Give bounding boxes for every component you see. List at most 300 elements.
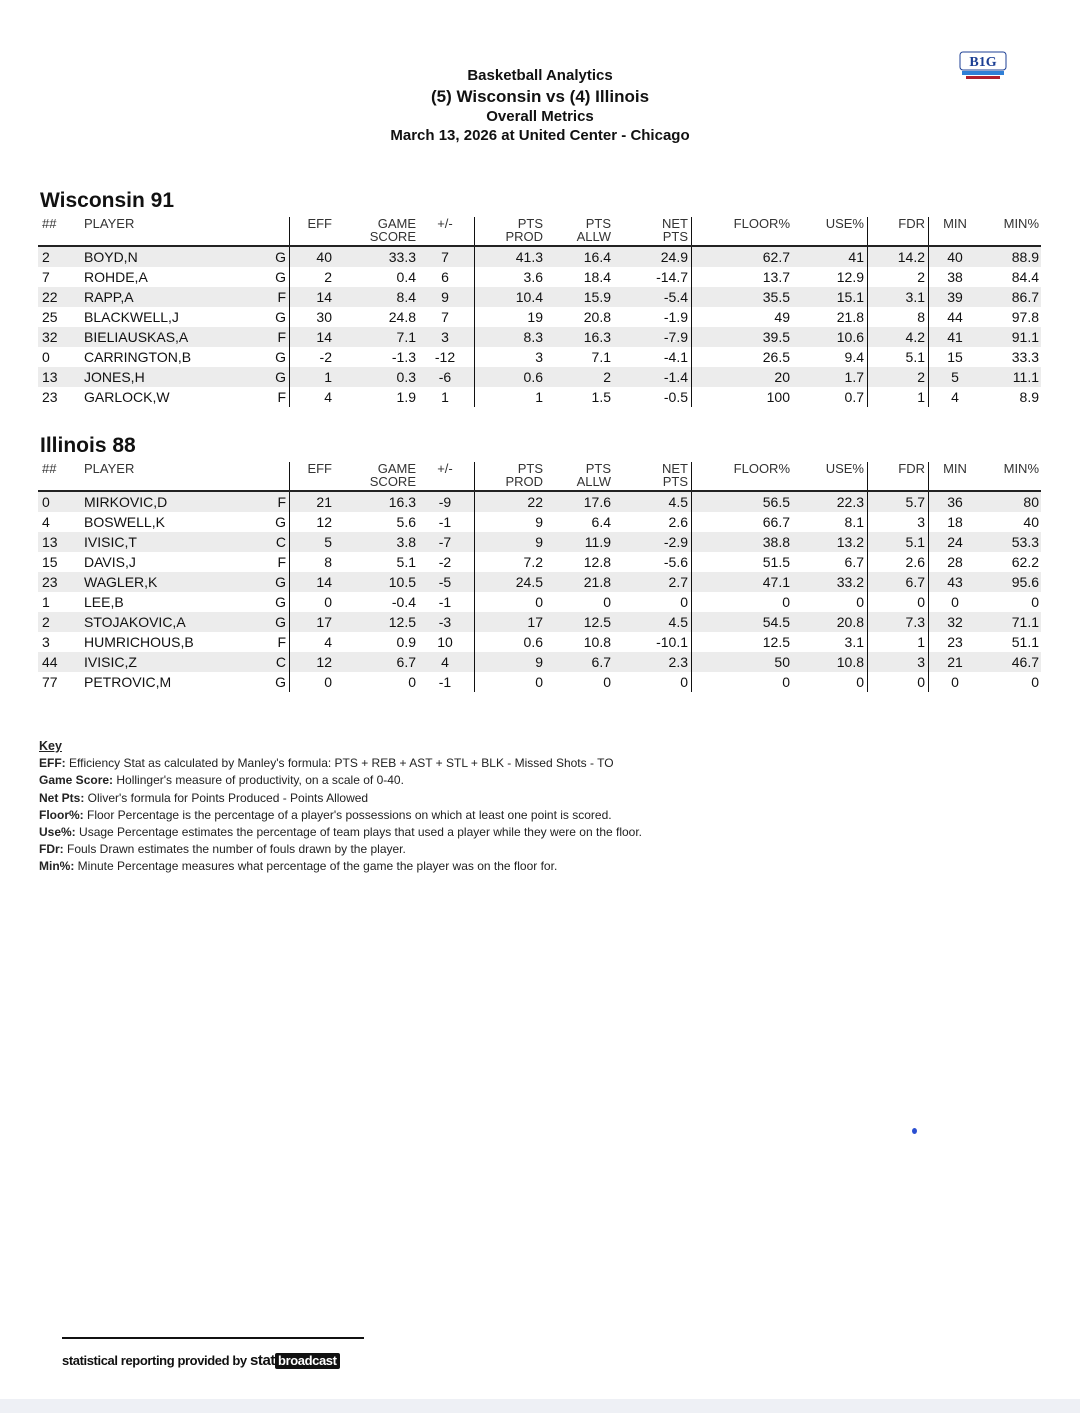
cell-eff: 17	[290, 612, 333, 632]
table-row	[38, 246, 1041, 267]
cell-number: 4	[42, 514, 50, 530]
cell-position: F	[277, 554, 286, 570]
col-net-pts: NET PTS	[611, 217, 692, 246]
cell-pts-prod: 17	[475, 612, 544, 632]
cell-position: G	[275, 674, 286, 690]
cell-position: G	[275, 309, 286, 325]
cell-eff: 14	[290, 572, 333, 592]
cell-plus-minus: -7	[416, 532, 475, 552]
table-row	[38, 532, 1041, 552]
cell-floor-pct: 39.5	[692, 327, 791, 347]
cell-min-pct: 33.3	[1011, 349, 1039, 365]
key-description: Fouls Drawn estimates the number of fouls drawn by the player.	[63, 842, 406, 857]
cell-plus-minus: -12	[416, 347, 475, 367]
cell-fdr: 1	[868, 632, 929, 652]
cell-net-pts: -5.4	[611, 287, 692, 307]
cell-position: G	[252, 246, 290, 267]
cell-floor-pct: 0	[782, 674, 790, 690]
cell-floor-pct: 26.5	[762, 349, 790, 365]
cell-floor-pct: 12.5	[762, 634, 790, 650]
cell-pts-prod: 3	[535, 349, 543, 365]
cell-plus-minus: -5	[416, 572, 475, 592]
cell-min-pct: 8.9	[1019, 389, 1039, 405]
key-description: Usage Percentage estimates the percentage of team plays that used a player while they were on the floor.	[75, 825, 643, 840]
cell-fdr: 0	[868, 592, 929, 612]
cell-number: 2	[38, 246, 84, 267]
cell-number: 13	[38, 367, 84, 387]
key-term: Min%:	[39, 859, 75, 874]
cell-fdr: 5.7	[868, 491, 929, 512]
cell-eff: 4	[290, 387, 333, 407]
cell-fdr: 14.2	[868, 246, 929, 267]
cell-plus-minus: -9	[416, 491, 475, 512]
cell-number: 22	[38, 287, 84, 307]
cell-plus-minus: -2	[416, 552, 475, 572]
col-floor-pct: FLOOR%	[733, 461, 790, 476]
key-term: FDr:	[39, 842, 64, 857]
cell-floor-pct: 0	[782, 594, 790, 610]
cell-use-pct: 20.8	[790, 612, 868, 632]
cell-use-pct: 10.8	[790, 652, 868, 672]
cell-game-score: 5.1	[396, 554, 416, 570]
key-description: Floor Percentage is the percentage of a player's possessions on which at least one point is scored.	[83, 807, 612, 822]
cell-pts-allw: 17.6	[543, 491, 611, 512]
col-min: MIN	[943, 216, 967, 231]
col-number: ##	[42, 461, 57, 476]
cell-min: 24	[929, 532, 982, 552]
cell-player: BLACKWELL,J	[84, 309, 179, 325]
cell-player: CARRINGTON,B	[84, 349, 192, 365]
cell-game-score: 3.8	[332, 532, 416, 552]
cell-pts-prod: 9	[475, 532, 544, 552]
cell-pts-allw: 16.4	[543, 246, 611, 267]
cell-fdr: 2.6	[868, 552, 929, 572]
cell-plus-minus: 1	[416, 387, 475, 407]
cell-fdr: 5.1	[868, 347, 929, 367]
cell-net-pts: -0.5	[611, 387, 692, 407]
cell-pts-prod: 8.3	[475, 327, 544, 347]
report-header	[0, 66, 1080, 146]
cell-pts-prod: 41.3	[475, 246, 544, 267]
cell-use-pct: 0	[790, 592, 868, 612]
cell-min: 0	[951, 674, 959, 690]
cell-min-pct: 88.9	[981, 246, 1041, 267]
conference-logo	[956, 44, 1010, 82]
cell-game-score: 12.5	[332, 612, 416, 632]
cell-pts-allw: 15.9	[543, 287, 611, 307]
cell-player: HUMRICHOUS,B	[84, 634, 194, 650]
cell-min-pct: 86.7	[981, 287, 1041, 307]
cell-use-pct: 41	[790, 246, 868, 267]
table-row	[38, 632, 1041, 652]
cell-plus-minus: 9	[416, 287, 475, 307]
cell-number: 23	[38, 572, 84, 592]
cell-plus-minus: -6	[416, 367, 475, 387]
cell-min: 23	[947, 634, 963, 650]
footer-credit	[62, 1352, 340, 1369]
cell-number: 7	[42, 269, 50, 285]
cell-eff: 14	[290, 287, 333, 307]
cell-use-pct: 0	[790, 672, 868, 692]
cell-pts-allw: 16.3	[543, 327, 611, 347]
cell-use-pct: 13.2	[790, 532, 868, 552]
cell-fdr: 3.1	[868, 287, 929, 307]
cell-floor-pct: 56.5	[692, 491, 791, 512]
cell-min: 18	[947, 514, 963, 530]
cell-net-pts: -2.9	[611, 532, 692, 552]
stray-mark	[912, 1128, 917, 1134]
illinois-player-rows	[38, 491, 1041, 692]
table-row	[38, 387, 1041, 407]
cell-number: 15	[42, 554, 58, 570]
table-row	[38, 367, 1041, 387]
cell-game-score: 10.5	[332, 572, 416, 592]
col-position	[252, 462, 290, 491]
cell-player: DAVIS,J	[84, 554, 136, 570]
cell-game-score: 7.1	[332, 327, 416, 347]
key-item	[39, 841, 642, 858]
cell-player: JONES,H	[84, 367, 252, 387]
team-title-illinois: Illinois 88	[40, 434, 136, 457]
cell-net-pts: 4.5	[611, 491, 692, 512]
cell-eff: 8	[290, 552, 333, 572]
cell-pts-allw: 6.7	[543, 652, 611, 672]
cell-min: 5	[929, 367, 982, 387]
cell-position: G	[252, 612, 290, 632]
cell-position: C	[252, 532, 290, 552]
cell-position: F	[252, 327, 290, 347]
footer-text: statistical reporting provided by	[62, 1353, 250, 1368]
cell-fdr: 8	[868, 307, 929, 327]
col-use-pct: USE%	[790, 462, 868, 491]
cell-game-score: -0.4	[391, 594, 416, 610]
cell-game-score: 0	[408, 674, 416, 690]
cell-use-pct: 21.8	[790, 307, 868, 327]
cell-position: G	[275, 349, 286, 365]
matchup-title: (5) Wisconsin vs (4) Illinois	[430, 87, 650, 106]
cell-min-pct: 53.3	[981, 532, 1041, 552]
cell-floor-pct: 20	[692, 367, 791, 387]
col-eff: EFF	[290, 462, 333, 491]
col-game-score: GAME SCORE	[369, 216, 416, 244]
cell-min-pct: 71.1	[981, 612, 1041, 632]
table-header-row	[38, 217, 1041, 246]
key-item	[39, 755, 642, 772]
cell-use-pct: 12.9	[790, 267, 868, 287]
cell-player: LEE,B	[84, 594, 124, 610]
cell-pts-prod: 3.6	[523, 269, 543, 285]
cell-net-pts: 2.6	[611, 512, 692, 532]
key-term: Game Score:	[39, 773, 114, 788]
cell-position: G	[275, 269, 286, 285]
cell-min: 32	[929, 612, 982, 632]
cell-min-pct: 80	[981, 491, 1041, 512]
col-player: PLAYER	[84, 461, 135, 476]
cell-min: 44	[947, 309, 963, 325]
cell-use-pct: 0.7	[790, 387, 868, 407]
cell-net-pts: 2.7	[611, 572, 692, 592]
cell-min-pct: 0	[1031, 594, 1039, 610]
logo-text: B1G	[969, 55, 997, 70]
col-plus-minus: +/-	[416, 462, 475, 491]
col-pts-allw: PTS ALLW	[576, 461, 611, 489]
cell-position: F	[252, 491, 290, 512]
cell-net-pts: 4.5	[611, 612, 692, 632]
cell-player: STOJAKOVIC,A	[84, 612, 252, 632]
cell-fdr: 6.7	[868, 572, 929, 592]
cell-number: 44	[38, 652, 84, 672]
cell-fdr: 3	[868, 512, 929, 532]
cell-position: F	[252, 287, 290, 307]
cell-position: G	[252, 367, 290, 387]
cell-player: ROHDE,A	[84, 269, 148, 285]
cell-position: G	[275, 594, 286, 610]
key-term: Floor%:	[39, 807, 84, 822]
key-description: Hollinger's measure of productivity, on a scale of 0-40.	[113, 773, 404, 788]
table-row	[38, 347, 1041, 367]
cell-pts-prod: 0.6	[475, 367, 544, 387]
cell-floor-pct: 50	[692, 652, 791, 672]
brand-broadcast: broadcast	[275, 1353, 340, 1369]
cell-pts-allw: 0	[603, 594, 611, 610]
cell-player: MIRKOVIC,D	[84, 491, 252, 512]
cell-net-pts: -5.6	[611, 552, 692, 572]
cell-min: 40	[929, 246, 982, 267]
cell-player: RAPP,A	[84, 287, 252, 307]
game-date-venue: March 13, 2026 at United Center - Chicago	[390, 127, 690, 144]
key-term: Net Pts:	[39, 790, 85, 805]
cell-pts-allw: 0	[603, 674, 611, 690]
table-row	[38, 267, 1041, 287]
col-player: PLAYER	[84, 216, 135, 231]
cell-floor-pct: 62.7	[692, 246, 791, 267]
cell-player: GARLOCK,W	[84, 389, 170, 405]
cell-net-pts: 2.3	[611, 652, 692, 672]
report-heading: Basketball Analytics	[467, 67, 613, 84]
table-row	[38, 572, 1041, 592]
cell-player: IVISIC,T	[84, 532, 252, 552]
col-number: ##	[42, 216, 57, 231]
cell-pts-prod: 7.2	[523, 554, 543, 570]
page-bottom-band	[0, 1399, 1080, 1413]
cell-min: 28	[947, 554, 963, 570]
cell-number: 13	[38, 532, 84, 552]
cell-pts-allw: 10.8	[583, 634, 611, 650]
cell-player: BIELIAUSKAS,A	[84, 327, 252, 347]
key-title: Key	[39, 739, 62, 753]
stats-table-illinois	[38, 462, 1041, 692]
col-floor-pct: FLOOR%	[733, 216, 790, 231]
cell-pts-allw: 20.8	[583, 309, 611, 325]
col-position	[252, 217, 290, 246]
col-fdr: FDR	[868, 217, 929, 246]
cell-min: 39	[929, 287, 982, 307]
cell-plus-minus: -1	[416, 672, 475, 692]
cell-floor-pct: 51.5	[762, 554, 790, 570]
table-row	[38, 307, 1041, 327]
cell-eff: -2	[290, 347, 333, 367]
cell-min: 41	[929, 327, 982, 347]
cell-eff: 30	[290, 307, 333, 327]
cell-plus-minus: 6	[416, 267, 475, 287]
col-game-score: GAME SCORE	[369, 461, 416, 489]
cell-use-pct: 3.1	[790, 632, 868, 652]
cell-net-pts: -1.9	[611, 307, 692, 327]
col-pts-allw: PTS ALLW	[576, 216, 611, 244]
cell-floor-pct: 38.8	[692, 532, 791, 552]
cell-number: 1	[42, 594, 50, 610]
cell-use-pct: 15.1	[790, 287, 868, 307]
cell-position: C	[252, 652, 290, 672]
team-title-wisconsin: Wisconsin 91	[40, 189, 175, 212]
cell-floor-pct: 49	[774, 309, 790, 325]
cell-use-pct: 6.7	[790, 552, 868, 572]
cell-eff: 0	[290, 592, 333, 612]
cell-position: G	[275, 514, 286, 530]
col-plus-minus: +/-	[416, 217, 475, 246]
cell-net-pts: 24.9	[611, 246, 692, 267]
cell-min-pct: 46.7	[981, 652, 1041, 672]
cell-game-score: 5.6	[396, 514, 416, 530]
cell-player: BOYD,N	[84, 246, 252, 267]
cell-fdr: 2	[868, 367, 929, 387]
cell-use-pct: 9.4	[790, 347, 868, 367]
cell-min-pct: 97.8	[1011, 309, 1039, 325]
cell-number: 23	[42, 389, 58, 405]
col-pts-prod: PTS PROD	[505, 216, 543, 244]
cell-plus-minus: 3	[416, 327, 475, 347]
cell-plus-minus: 7	[416, 246, 475, 267]
cell-player: PETROVIC,M	[84, 674, 172, 690]
cell-player: IVISIC,Z	[84, 652, 252, 672]
cell-net-pts: 0	[611, 592, 692, 612]
cell-fdr: 3	[868, 652, 929, 672]
table-row	[38, 612, 1041, 632]
cell-pts-allw: 21.8	[543, 572, 611, 592]
wisconsin-player-rows	[38, 246, 1041, 407]
cell-pts-allw: 6.4	[591, 514, 611, 530]
cell-plus-minus: 4	[416, 652, 475, 672]
cell-fdr: 2	[868, 267, 929, 287]
brand-stat: stat	[249, 1352, 276, 1369]
footer	[62, 1337, 364, 1369]
cell-game-score: 16.3	[332, 491, 416, 512]
key-item	[39, 790, 642, 807]
cell-floor-pct: 13.7	[762, 269, 790, 285]
stats-table-wisconsin	[38, 217, 1041, 407]
col-use-pct: USE%	[790, 217, 868, 246]
cell-min: 0	[951, 594, 959, 610]
cell-game-score: 1.9	[396, 389, 416, 405]
cell-min-pct: 62.2	[1011, 554, 1039, 570]
cell-pts-allw: 12.8	[583, 554, 611, 570]
key-description: Minute Percentage measures what percentage of the game the player was on the floor for.	[74, 859, 558, 874]
cell-min: 15	[947, 349, 963, 365]
cell-game-score: 33.3	[332, 246, 416, 267]
col-min: MIN	[943, 461, 967, 476]
cell-eff: 40	[290, 246, 333, 267]
key-item	[39, 807, 642, 824]
cell-floor-pct: 35.5	[692, 287, 791, 307]
cell-use-pct: 10.6	[790, 327, 868, 347]
cell-net-pts: -4.1	[611, 347, 692, 367]
cell-player: BOSWELL,K	[84, 514, 165, 530]
table-row	[38, 327, 1041, 347]
cell-player: WAGLER,K	[84, 572, 252, 592]
table-header-row	[38, 462, 1041, 491]
cell-position: F	[277, 634, 286, 650]
key-item	[39, 858, 642, 875]
cell-net-pts: -7.9	[611, 327, 692, 347]
cell-number: 0	[38, 491, 84, 512]
cell-use-pct: 8.1	[790, 512, 868, 532]
cell-game-score: 0.3	[332, 367, 416, 387]
cell-plus-minus: 10	[416, 632, 475, 652]
cell-eff: 12	[290, 512, 333, 532]
cell-min-pct: 91.1	[981, 327, 1041, 347]
cell-number: 77	[42, 674, 58, 690]
cell-game-score: 0.9	[396, 634, 416, 650]
col-fdr: FDR	[868, 462, 929, 491]
cell-floor-pct: 47.1	[692, 572, 791, 592]
cell-min: 43	[929, 572, 982, 592]
cell-pts-prod: 0	[535, 674, 543, 690]
cell-eff: 0	[290, 672, 333, 692]
cell-pts-prod: 0.6	[523, 634, 543, 650]
key-description: Efficiency Stat as calculated by Manley's formula: PTS + REB + AST + STL + BLK - Missed Shots - TO	[65, 756, 614, 771]
cell-plus-minus: -1	[416, 592, 475, 612]
cell-eff: 5	[290, 532, 333, 552]
cell-number: 32	[38, 327, 84, 347]
table-row	[38, 512, 1041, 532]
cell-min-pct: 40	[1023, 514, 1039, 530]
cell-fdr: 0	[868, 672, 929, 692]
key-item	[39, 772, 642, 789]
key-definitions	[39, 755, 642, 875]
cell-eff: 12	[290, 652, 333, 672]
cell-floor-pct: 100	[766, 389, 790, 405]
cell-pts-allw: 1.5	[591, 389, 611, 405]
cell-fdr: 4.2	[868, 327, 929, 347]
cell-min: 36	[929, 491, 982, 512]
cell-min-pct: 0	[1031, 674, 1039, 690]
table-row	[38, 491, 1041, 512]
cell-floor-pct: 66.7	[762, 514, 790, 530]
cell-pts-prod: 24.5	[475, 572, 544, 592]
cell-plus-minus: -1	[416, 512, 475, 532]
cell-number: 25	[42, 309, 58, 325]
cell-pts-allw: 11.9	[543, 532, 611, 552]
cell-floor-pct: 54.5	[692, 612, 791, 632]
cell-min-pct: 95.6	[981, 572, 1041, 592]
cell-eff: 21	[290, 491, 333, 512]
cell-game-score: 8.4	[332, 287, 416, 307]
cell-net-pts: -14.7	[611, 267, 692, 287]
cell-use-pct: 33.2	[790, 572, 868, 592]
cell-eff: 2	[290, 267, 333, 287]
cell-pts-allw: 18.4	[583, 269, 611, 285]
cell-eff: 14	[290, 327, 333, 347]
cell-fdr: 1	[868, 387, 929, 407]
cell-min-pct: 84.4	[1011, 269, 1039, 285]
cell-min-pct: 51.1	[1011, 634, 1039, 650]
cell-pts-prod: 9	[475, 652, 544, 672]
table-row	[38, 592, 1041, 612]
cell-net-pts: -10.1	[611, 632, 692, 652]
cell-min: 38	[947, 269, 963, 285]
col-net-pts: NET PTS	[611, 462, 692, 491]
cell-game-score: -1.3	[391, 349, 416, 365]
